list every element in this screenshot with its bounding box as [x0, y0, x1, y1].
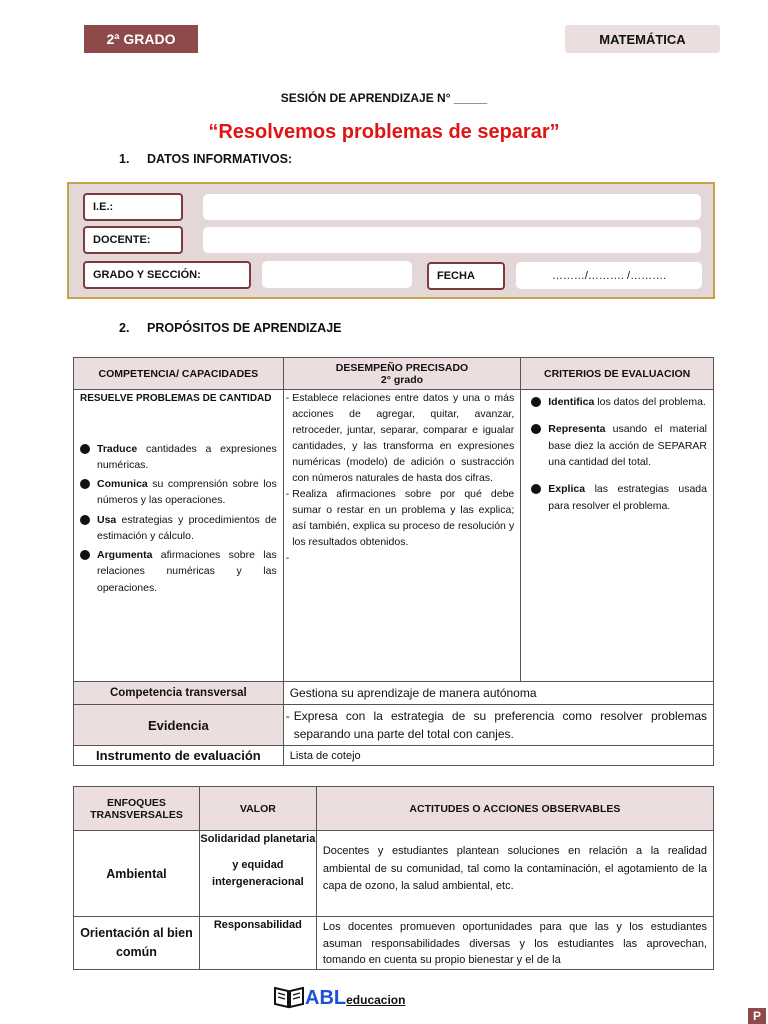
valor-text: Solidaridad planetaria	[200, 833, 316, 845]
evidencia-label: Evidencia	[74, 705, 284, 746]
capacidad-item	[80, 441, 277, 474]
col-valor-header: VALOR	[199, 787, 316, 831]
desempeno-item	[286, 487, 515, 551]
bullet-icon	[80, 479, 90, 489]
abl-logo	[273, 981, 405, 1009]
section-title: DATOS INFORMATIVOS:	[147, 152, 293, 166]
criterio-item	[531, 481, 707, 515]
bullet-icon	[531, 397, 541, 407]
capacidad-item	[80, 547, 277, 596]
desempeno-cell	[283, 390, 521, 682]
desempeno-grade: 2° grado	[380, 373, 424, 386]
fecha-field[interactable]: ………/………. /……….	[516, 262, 702, 289]
bullet-icon	[531, 424, 541, 434]
section-number: 2.	[119, 321, 130, 335]
desempeno-item	[286, 551, 515, 567]
capacidad-text: Comunica su comprensión sobre los números y las operaciones.	[97, 478, 277, 507]
desempeno-text: Establece relaciones entre datos y una o más acciones de agregar, quitar, avanzar, retroceder, juntar, separar, comparar e igualar cantidades, y las transforma en expresiones numéricas (modelo) de adición o sustracción con números naturales de hasta dos cifras.	[292, 392, 515, 484]
actitud-cell: Docentes y estudiantes plantean soluciones en relación a la realidad ambiental de su comunidad, tal como la contaminación, el agotamiento de la capa de ozono, la salud ambiental, etc.	[316, 831, 713, 917]
criterios-cell	[521, 390, 714, 682]
dash-icon: -	[285, 487, 290, 500]
docente-field[interactable]	[203, 227, 701, 253]
fecha-label: FECHA	[427, 262, 505, 290]
capacidad-text: Usa estrategias y procedimientos de estimación y cálculo.	[97, 513, 277, 542]
purposes-table	[73, 357, 714, 766]
criterio-text: Identifica los datos del problema.	[548, 396, 706, 408]
section-propositos-heading	[119, 321, 341, 335]
section-title: PROPÓSITOS DE APRENDIZAJE	[147, 321, 342, 335]
valor-cell	[199, 917, 316, 970]
valor-text: y equidad intergeneracional	[212, 858, 304, 889]
instrumento-label: Instrumento de evaluación	[74, 746, 284, 766]
capacidad-item	[80, 512, 277, 545]
criterio-item	[531, 394, 707, 411]
actitud-cell: Los docentes promueven oportunidades para que las y los estudiantes asuman responsabilidades diversas y los estudiantes las aprovechan, tomando en cuenta su propio bienestar y el de la	[316, 917, 713, 970]
transversal-value: Gestiona su aprendizaje de manera autónoma	[283, 682, 713, 705]
dash-icon: -	[285, 709, 290, 723]
evidencia-value: Expresa con la estrategia de su preferencia como resolver problemas separando una parte del total con canjes.	[293, 709, 707, 741]
enfoque-cell: Orientación al bien común	[74, 917, 200, 970]
col-desempeno-header	[283, 358, 521, 390]
grado-field[interactable]	[262, 261, 412, 288]
valor-cell	[199, 831, 316, 917]
col-actitudes-header: ACTITUDES O ACCIONES OBSERVABLES	[316, 787, 713, 831]
ie-label: I.E.:	[83, 193, 183, 221]
enfoque-cell: Ambiental	[74, 831, 200, 917]
book-icon	[273, 983, 305, 1009]
col-enfoques-header: ENFOQUES TRANSVERSALES	[74, 787, 200, 831]
page-title: “Resolvemos problemas de separar”	[208, 121, 560, 143]
bullet-icon	[80, 515, 90, 525]
session-label: SESIÓN DE APRENDIZAJE N° _____	[280, 91, 488, 105]
desempeno-item	[286, 391, 515, 487]
brand-suffix: educacion	[346, 993, 406, 1007]
section-number: 1.	[119, 152, 130, 166]
bullet-icon	[80, 550, 90, 560]
capacidad-item	[80, 476, 277, 509]
capacidad-text: Traduce cantidades a expresiones numéricas.	[97, 442, 277, 471]
valor-text: Responsabilidad	[213, 919, 302, 931]
section-datos-heading	[119, 152, 292, 166]
table-row	[74, 831, 714, 917]
subject-badge: MATEMÁTICA	[565, 25, 720, 53]
dash-icon: -	[285, 551, 290, 564]
desempeno-text: Realiza afirmaciones sobre por qué debe sumar o restar en un problema y las explica; así también, explica su proceso de resolución y los resultados obtenidos.	[292, 487, 515, 548]
competencia-title: RESUELVE PROBLEMAS DE CANTIDAD	[80, 393, 272, 404]
desempeno-title: DESEMPEÑO PRECISADO	[335, 361, 469, 374]
info-form	[67, 182, 715, 299]
dash-icon: -	[285, 392, 290, 404]
enfoques-table	[73, 786, 714, 970]
corner-badge: P	[748, 1008, 766, 1024]
table-row	[74, 917, 714, 970]
capacidad-text: Argumenta afirmaciones sobre las relaciones numéricas y las operaciones.	[97, 549, 277, 594]
instrumento-value: Lista de cotejo	[283, 746, 713, 766]
criterio-text: Explica las estrategias usada para resolver el problema.	[548, 483, 707, 512]
evidencia-cell	[283, 705, 713, 746]
grade-badge: 2ª GRADO	[84, 25, 198, 53]
evidencia-item	[286, 707, 707, 743]
col-criterios-header: CRITERIOS DE EVALUACION	[521, 358, 714, 390]
ie-field[interactable]	[203, 194, 701, 220]
grado-label: GRADO Y SECCIÓN:	[83, 261, 251, 289]
brand-main: ABL	[305, 987, 347, 1009]
bullet-icon	[531, 484, 541, 494]
col-competencia-header: COMPETENCIA/ CAPACIDADES	[74, 358, 284, 390]
criterio-item	[531, 421, 707, 471]
bullet-icon	[80, 444, 90, 454]
competencia-cell	[74, 390, 284, 682]
docente-label: DOCENTE:	[83, 226, 183, 254]
criterio-text: Representa usando el material base diez la acción de SEPARAR una cantidad del total.	[548, 422, 707, 469]
transversal-label: Competencia transversal	[74, 682, 284, 705]
